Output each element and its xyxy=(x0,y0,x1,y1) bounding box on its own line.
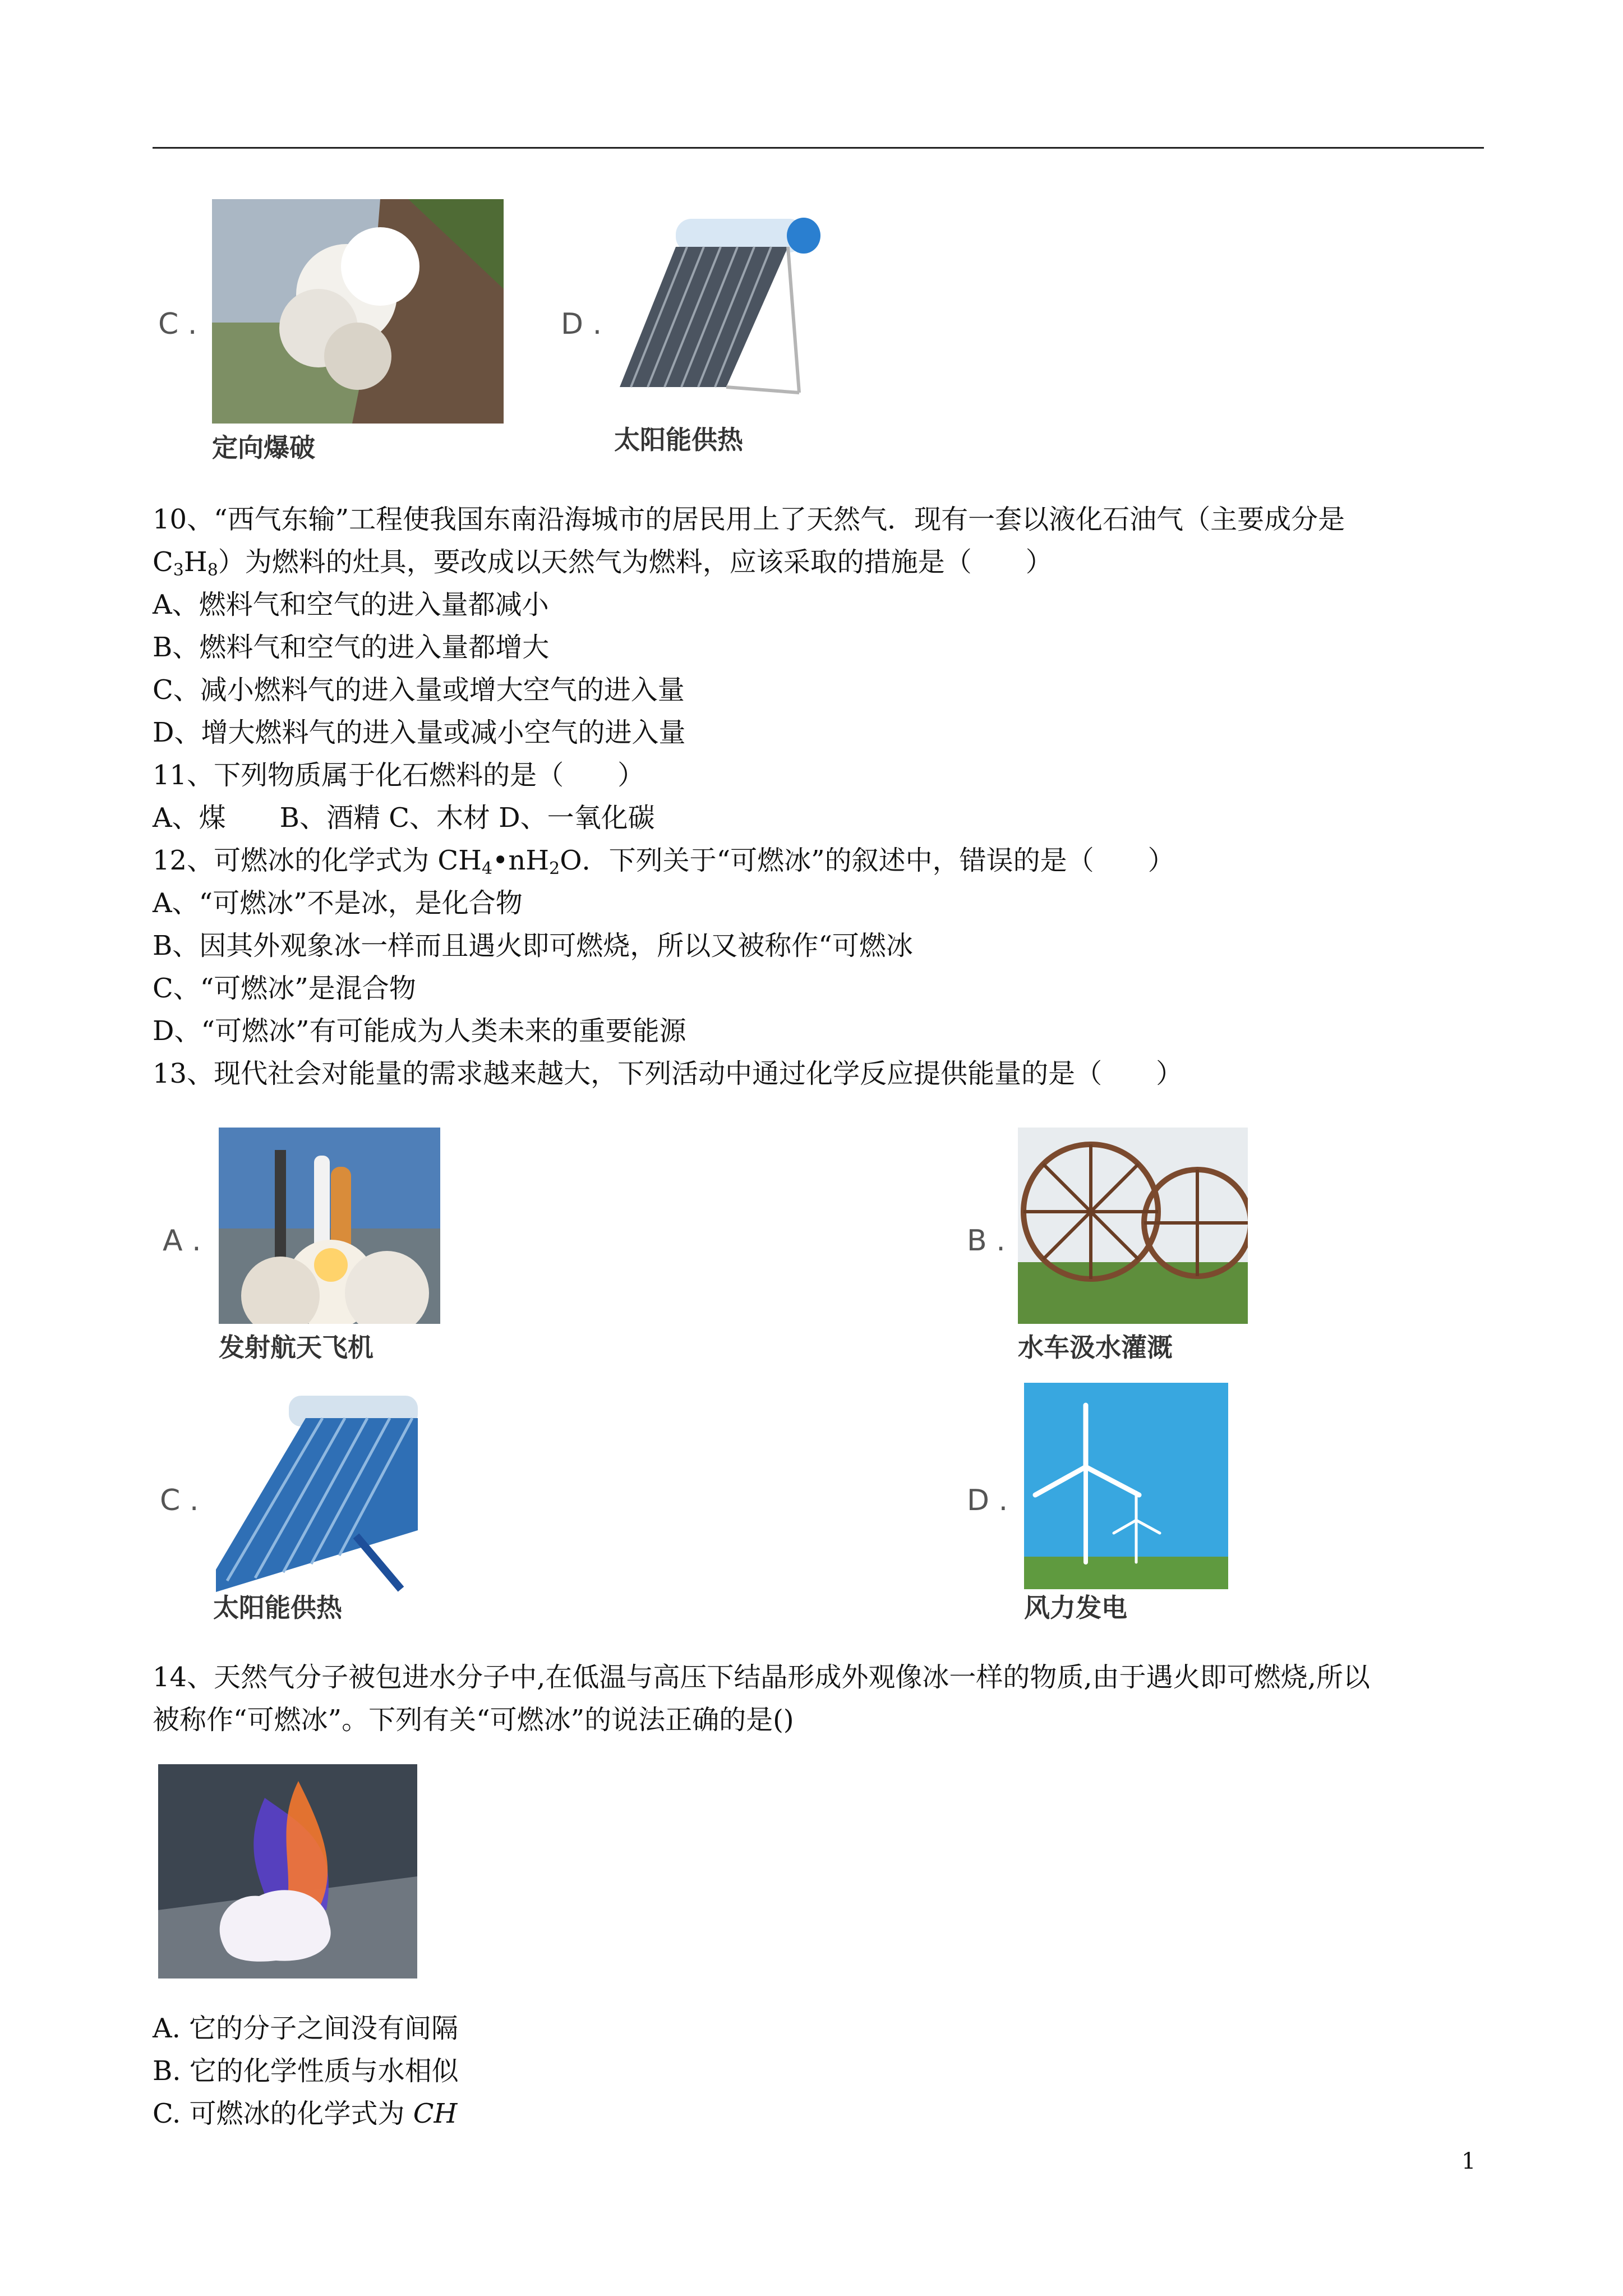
q12-option-d: D、“可燃冰”有可能成为人类未来的重要能源 xyxy=(153,1015,686,1047)
shuttle-launch-image xyxy=(219,1128,440,1324)
wind-turbine-image xyxy=(1024,1383,1228,1589)
q12-option-a: A、“可燃冰”不是冰，是化合物 xyxy=(153,887,523,919)
q13-option-d-image xyxy=(1024,1383,1228,1589)
q10-stem-line2: $C_3H_8$）为燃料的灶具，要改成以天然气为燃料，应该采取的措施是（ ） xyxy=(153,546,1053,580)
q11-stem: 11、下列物质属于化石燃料的是（ ） xyxy=(153,760,645,791)
q13-option-c-caption: 太阳能供热 xyxy=(213,1593,342,1623)
q10-option-a: A、燃料气和空气的进入量都减小 xyxy=(153,589,549,620)
q12-option-b: B、因其外观象冰一样而且遇火即可燃烧，所以又被称作“可燃冰 xyxy=(153,930,913,961)
q14-stem-line1: 14、天然气分子被包进水分子中,在低温与高压下结晶形成外观像冰一样的物质,由于遇火即可燃烧,所以 xyxy=(153,1662,1370,1693)
q10-stem-line1: 10、“西气东输”工程使我国东南沿海城市的居民用上了天然气．现有一套以液化石油气（主要成分是 xyxy=(153,504,1345,535)
q13-option-d-caption: 风力发电 xyxy=(1024,1593,1127,1623)
q13-option-a-letter: A . xyxy=(163,1224,201,1258)
page-number: 1 xyxy=(1461,2148,1476,2174)
solar-panel-image xyxy=(216,1390,418,1592)
q14-stem-line2: 被称作“可燃冰”。下列有关“可燃冰”的说法正确的是() xyxy=(153,1704,794,1736)
q13-option-a-image xyxy=(219,1128,440,1324)
blasting-image xyxy=(212,199,504,424)
burning-ice-image xyxy=(158,1764,417,1978)
q9-option-c-letter: C . xyxy=(158,307,197,341)
q10-option-c: C、减小燃料气的进入量或增大空气的进入量 xyxy=(153,674,685,706)
q14-option-b: B. 它的化学性质与水相似 xyxy=(153,2055,459,2087)
q13-stem: 13、现代社会对能量的需求越来越大，下列活动中通过化学反应提供能量的是（ ） xyxy=(153,1058,1183,1089)
q9-option-d-image xyxy=(614,208,827,409)
q12-option-c: C、“可燃冰”是混合物 xyxy=(153,973,416,1004)
q14-option-a: A. 它的分子之间没有间隔 xyxy=(153,2013,459,2044)
q10-option-b: B、燃料气和空气的进入量都增大 xyxy=(153,632,550,663)
q9-option-c-image xyxy=(212,199,504,424)
header-rule xyxy=(153,147,1484,149)
q12-stem: 12、可燃冰的化学式为 $CH_4•nH_2O$．下列关于“可燃冰”的叙述中，错误的是（ ） xyxy=(153,845,1175,878)
q13-option-c-image xyxy=(216,1390,418,1592)
q11-options: A、煤 B、酒精 C、木材 D、一氧化碳 xyxy=(153,802,655,834)
q9-option-c-caption: 定向爆破 xyxy=(212,432,315,463)
q14-image xyxy=(158,1764,417,1978)
q9-option-d-letter: D . xyxy=(561,307,602,341)
solar-heater-image xyxy=(614,208,827,409)
waterwheel-image xyxy=(1018,1128,1248,1324)
q13-option-b-image xyxy=(1018,1128,1248,1324)
q13-option-b-letter: B . xyxy=(967,1224,1006,1258)
q14-option-c: C. 可燃冰的化学式为 CH xyxy=(153,2098,458,2129)
q13-option-a-caption: 发射航天飞机 xyxy=(219,1332,374,1363)
q13-option-b-caption: 水车汲水灌溉 xyxy=(1018,1332,1173,1363)
q13-option-c-letter: C . xyxy=(160,1484,199,1517)
q13-option-d-letter: D . xyxy=(967,1484,1008,1517)
q9-option-d-caption: 太阳能供热 xyxy=(614,425,743,455)
q10-option-d: D、增大燃料气的进入量或减小空气的进入量 xyxy=(153,717,686,748)
